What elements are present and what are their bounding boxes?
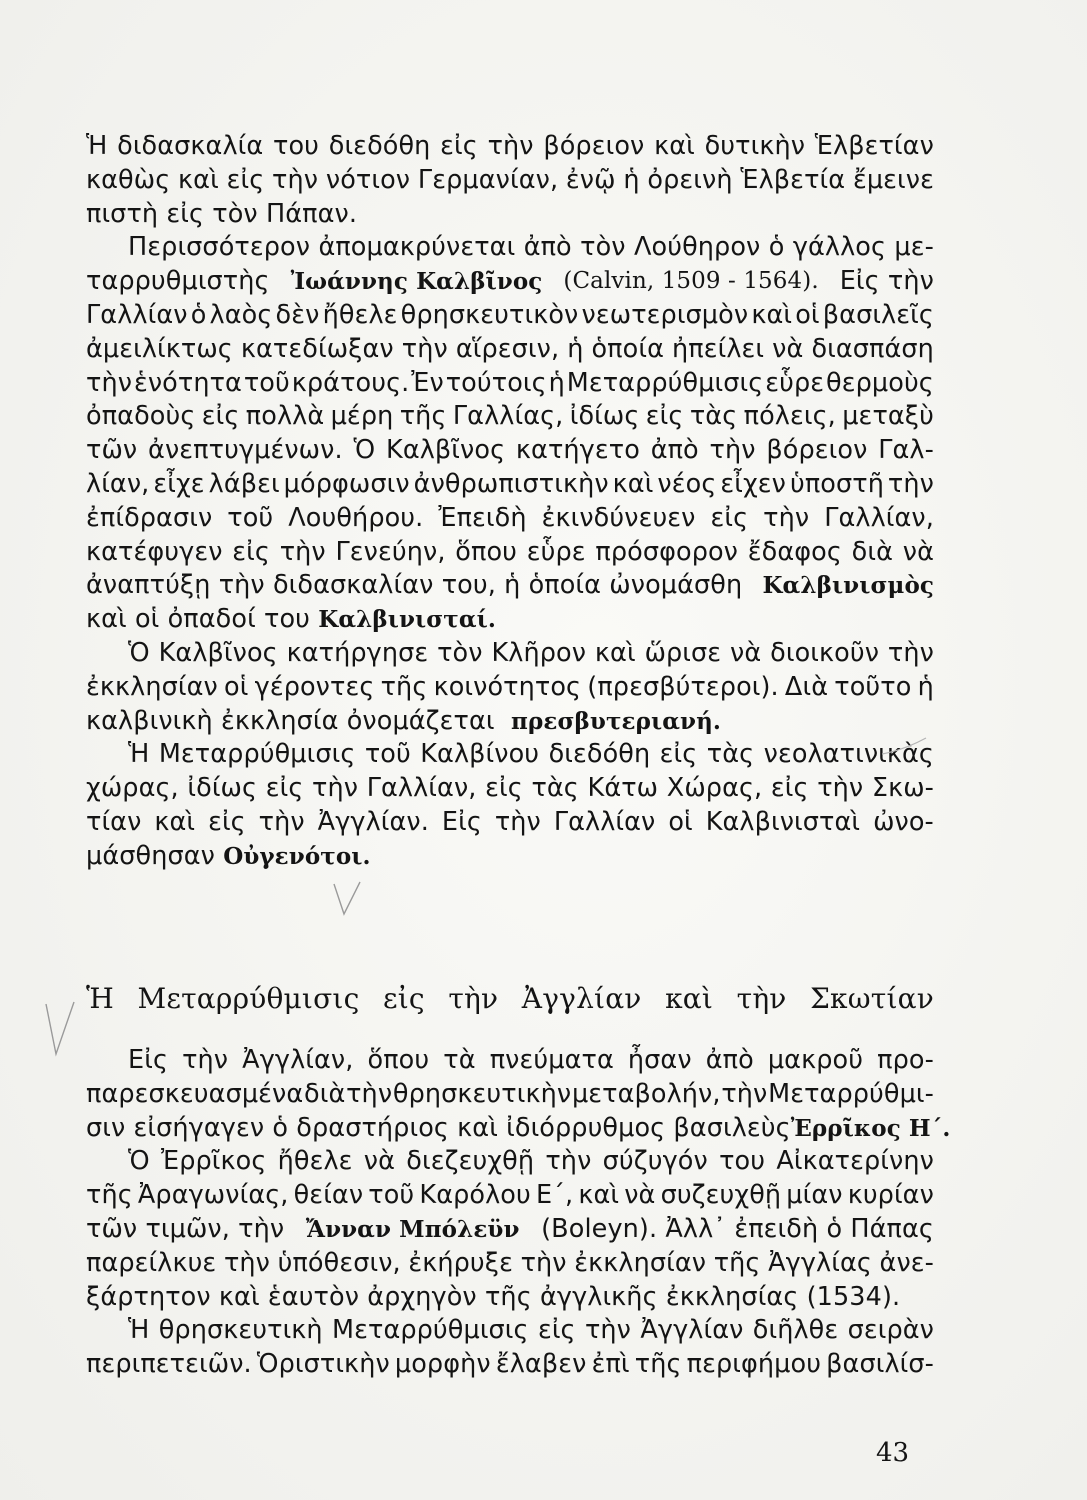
word: ἦσαν [627, 1045, 692, 1075]
word: ἠπείλει [672, 333, 765, 364]
word: βόρειον [766, 435, 868, 466]
word: τὴν [401, 333, 448, 364]
word: πνεύματα [489, 1045, 614, 1075]
word: τὴν [312, 773, 359, 804]
heading-word: Μεταρρύθμισις [137, 982, 360, 1015]
word: Ε΄, [535, 1180, 574, 1211]
word: διδασκαλία [117, 131, 264, 161]
word: ὑπόθεσιν, [277, 1247, 401, 1278]
word: λαὸς [209, 299, 273, 330]
word: πρόσφορον [595, 536, 739, 567]
text-span: (Boleyn). Ἀλλ᾿ ἐπειδὴ ὁ Πάπας [541, 1213, 934, 1244]
word: καὶ [178, 164, 219, 195]
word: εἰς [770, 773, 809, 804]
word: ἔδαφος [747, 536, 842, 567]
word: παρεσκευασμένα [86, 1078, 304, 1109]
word: τὴν [721, 1078, 768, 1109]
heading-word: Ἡ [86, 982, 114, 1015]
word: νὰ [772, 333, 804, 364]
word: ἐκινδύνευεν [541, 502, 696, 533]
word: ἤθελε [277, 1146, 353, 1177]
text-line [86, 840, 934, 874]
word: οἱ [668, 806, 693, 837]
word: Ὁ [128, 1146, 150, 1177]
word: ὀρεινὴ [647, 164, 733, 195]
word: Διὰ [784, 671, 829, 702]
word: τὴν [272, 164, 319, 195]
word: ἀνεπτυγμένων. [148, 435, 343, 466]
text-span: σιν εἰσήγαγεν ὁ δραστήριος καὶ ἰδιόρρυθμος βασιλεὺς [86, 1112, 791, 1143]
word: Ὁ [128, 637, 150, 668]
text-line: ξάρτητον καὶ ἑαυτὸν ἀρχηγὸν τῆς ἀγγλικῆς ἐκκλησίας (1534). [86, 1281, 901, 1312]
text-span: Εἰς τὴν [839, 266, 934, 297]
word: ἀπομακρύνεται [318, 232, 516, 263]
word: τοῦ [227, 502, 274, 533]
word: ἰδίως [569, 401, 640, 432]
word: κυρίαν [847, 1180, 934, 1211]
text-span: μάσθησαν [86, 840, 215, 871]
heading-word: Σκωτίαν [810, 982, 934, 1015]
bold-term-presbyterian: πρεσβυτεριανή. [511, 707, 722, 735]
word: ἐκκλησίαν [574, 1247, 707, 1278]
word: ἑνότητα [133, 367, 242, 398]
word: τὴν [223, 1247, 270, 1278]
word: δυτικὴν [704, 131, 806, 161]
word: τὴν [709, 435, 756, 466]
word: κατήργησε [286, 637, 429, 668]
word: Γενεύην, [335, 536, 446, 567]
word: ὑποστῆ [789, 468, 884, 499]
word: περιφήμου [686, 1349, 822, 1380]
word: Γαλ- [878, 435, 934, 466]
word: εἰς [232, 536, 270, 567]
word: θείαν [293, 1180, 364, 1211]
word: παρείλκυε [86, 1247, 217, 1278]
word: καθὼς [86, 164, 171, 195]
text-line [86, 164, 934, 198]
text-line [86, 637, 934, 671]
word: Γαλλίαν [553, 806, 656, 837]
word: τὴν [817, 773, 864, 804]
word: τούτοις [445, 367, 547, 398]
word: τῆς [713, 1247, 761, 1278]
text-line [86, 434, 934, 468]
word: σύζυγόν [602, 1146, 708, 1177]
word: εἰς [537, 1315, 576, 1346]
word: εἰς [440, 131, 478, 161]
word: εἰς [265, 773, 304, 804]
word: Αἰκατερίνην [776, 1146, 934, 1177]
word: τὴν [86, 367, 133, 398]
word: ὥρισε [644, 637, 722, 668]
word: Ἡ [128, 1315, 150, 1346]
text-line [86, 1145, 934, 1179]
word: τὴν [279, 536, 326, 567]
main-text-block [86, 130, 934, 874]
word: λίαν, [86, 468, 150, 499]
text-line [86, 806, 934, 840]
text-span: ταρρυθμιστὴς [86, 266, 270, 297]
word: τὴν [763, 502, 810, 533]
bold-term-calvinism: Καλβινισμὸς [762, 572, 934, 600]
word: Ἀγγλίας [768, 1247, 872, 1278]
word: θρησκευτικὸν [400, 299, 579, 330]
word: Λούθηρον [633, 232, 761, 263]
word: τὴν [887, 637, 934, 668]
text-line: πιστὴ εἰς τὸν Πάπαν. [86, 198, 358, 229]
word: τὴν [487, 131, 534, 161]
word: τὴν [584, 1315, 632, 1346]
word: ἡ [917, 671, 934, 702]
word: κράτους. [291, 367, 410, 398]
word: βασιλεῖς [822, 299, 934, 330]
word: Ἐρρῖκος [160, 1146, 267, 1177]
word: θρησκευτικὴ [158, 1315, 323, 1346]
word: ὁ [190, 299, 207, 330]
page-number: 43 [876, 1438, 910, 1468]
word: θερμοὺς [826, 367, 934, 398]
word: βόρειον [543, 131, 645, 161]
text-span: (Calvin, 1509 - 1564). [563, 268, 819, 295]
word: καὶ [154, 806, 196, 837]
text-line [86, 1348, 934, 1382]
word: Κάτω [587, 773, 659, 804]
word: μακροῦ [767, 1045, 864, 1075]
word: ὁποία [591, 333, 664, 364]
word: ἀπὸ [650, 435, 699, 466]
word: περιπετειῶν. [86, 1349, 252, 1380]
word: τῆς [380, 671, 428, 702]
word: ἐκήρυξε [408, 1247, 513, 1278]
word: ἀπὸ [705, 1045, 754, 1075]
word: διεζευχθῇ [406, 1146, 535, 1177]
word: εἶχε [153, 468, 205, 499]
word: εἰς [485, 773, 523, 804]
text-line [86, 569, 934, 603]
heading-word: εἰς [383, 982, 425, 1015]
text-line [86, 603, 934, 637]
word: ἤθελε [322, 299, 398, 330]
word: Καλβινισταὶ [705, 806, 861, 837]
text-line [86, 400, 934, 434]
word: μέρη [330, 401, 394, 432]
word: καὶ [612, 468, 654, 499]
word: Ἐν [411, 367, 444, 398]
text-line [86, 468, 934, 502]
word: προ- [877, 1045, 934, 1075]
word: διὰ [851, 536, 894, 567]
word: νὰ [363, 1146, 396, 1177]
word: πόλεις, [743, 401, 836, 432]
word: ἐκκλησίαν [86, 671, 218, 702]
word: εὗρε [765, 367, 825, 398]
text-span: τῶν τιμῶν, τὴν [86, 1213, 285, 1244]
word: νότιον [325, 164, 411, 195]
word: λάβει [208, 468, 280, 499]
word: γάλλος [792, 232, 887, 263]
word: κατήγετο [515, 435, 640, 466]
word: Ὁριστικὴν [256, 1349, 390, 1380]
word: τίαν [86, 806, 142, 837]
word: διοικοῦν [770, 637, 880, 668]
word: τοῦ [243, 367, 290, 398]
word: χώρας, [86, 773, 179, 804]
word: εὗρε [526, 536, 586, 567]
word: καὶ [654, 131, 695, 161]
word: τὰς [689, 401, 738, 432]
word: τῶν [86, 435, 138, 466]
word: νὰ [730, 637, 762, 668]
word: εἰς [201, 401, 240, 432]
word: τὰ [443, 1045, 476, 1075]
word: Χώρας, [666, 773, 763, 804]
word: καὶ [578, 1180, 620, 1211]
word: γέροντες [254, 671, 375, 702]
text-span: καὶ οἱ ὀπαδοί του [86, 604, 311, 635]
word: ἐπίδρασιν [86, 502, 213, 533]
word: Μεταρρύθμισις [158, 739, 356, 770]
word: Ἀγγλίαν [640, 1315, 744, 1346]
word: ἀνθρωπιστικὴν [413, 468, 609, 499]
word: ἡ [623, 164, 640, 195]
word: καὶ [751, 299, 793, 330]
word: Καλβίνου [420, 739, 540, 770]
word: νεωτερισμὸν [581, 299, 749, 330]
word: Μεταρρύθμι- [768, 1078, 934, 1109]
text-line [86, 1213, 934, 1247]
word: πολλὰ [245, 401, 325, 432]
word: κατεδίωξαν [240, 333, 394, 364]
word: Ἀγγλίαν. [317, 806, 429, 837]
pencil-check-mark-icon [40, 1000, 80, 1060]
word: τὴν [545, 1146, 592, 1177]
word: ἔλαβεν [495, 1349, 587, 1380]
pencil-check-mark-icon [330, 880, 370, 920]
text-line [86, 1179, 934, 1213]
word: μόρφωσιν [283, 468, 410, 499]
word: τῆς [399, 401, 447, 432]
word: Εἰς [128, 1045, 169, 1075]
word: τοῦτο [834, 671, 912, 702]
word: τὴν [887, 468, 934, 499]
word: Γαλλίας, [452, 401, 564, 432]
word: Γαλλίαν, [824, 502, 934, 533]
word: ἡ [548, 367, 565, 398]
word: ἐπὶ [591, 1349, 630, 1380]
word: ἔμεινε [852, 164, 934, 195]
word: αἵρεσιν, [455, 333, 560, 364]
text-line [86, 1078, 934, 1112]
text-line [86, 231, 934, 265]
word: ἀμειλίκτως [86, 333, 233, 364]
word: θρησκευτικὴν [392, 1078, 572, 1109]
word: κοινότητος [433, 671, 582, 702]
word: Μεταρρύθμισις [566, 367, 764, 398]
word: τὴν [520, 1247, 567, 1278]
word: τὴν [182, 1045, 229, 1075]
word: ἀπὸ [523, 232, 572, 263]
word: εἰς [226, 164, 265, 195]
section-text-block [86, 1044, 951, 1382]
word: Περισσότερον [128, 232, 311, 263]
word: Ἑλβετίαν [814, 131, 934, 161]
word: ἀνε- [879, 1247, 934, 1278]
bold-name-henry: Ἐρρῖκος Η΄. [790, 1114, 951, 1142]
word: νὰ [902, 536, 934, 567]
text-line [86, 671, 934, 705]
word: συζευχθῇ [660, 1180, 782, 1211]
word: εἰς [659, 739, 698, 770]
text-line [86, 1044, 934, 1078]
text-span: ἀναπτύξῃ τὴν διδασκαλίαν του, ἡ ὁποία ὠνομάσθη [86, 570, 743, 601]
word: Ἡ [128, 739, 150, 770]
bold-term-calvinists: Καλβινισταί. [318, 606, 497, 634]
text-line [86, 772, 934, 806]
word: τῆς [86, 1180, 133, 1211]
word: του [719, 1146, 766, 1177]
text-line [86, 265, 934, 299]
word: εἰς [208, 806, 246, 837]
word: τὴν [346, 1078, 393, 1109]
word: δὲν [275, 299, 320, 330]
word: (πρεσβύτεροι). [587, 671, 779, 702]
word: ἰδίως [187, 773, 258, 804]
word: Γερμανίαν, [417, 164, 559, 195]
word: διεδόθη [548, 739, 651, 770]
word: ὅπου [455, 536, 518, 567]
word: νέος [657, 468, 717, 499]
word: ὠνο- [873, 806, 934, 837]
word: καὶ [594, 637, 636, 668]
text-line [86, 502, 934, 536]
word: Καλβῖνος [386, 435, 506, 466]
heading-word: καὶ [665, 982, 714, 1015]
word: μορφὴν [394, 1349, 491, 1380]
word: Ἡ [86, 131, 108, 161]
bold-name-calvin: Ἰωάννης Καλβῖνος [290, 268, 543, 296]
word: βασιλίσ- [826, 1349, 934, 1380]
word: τῆς [634, 1349, 682, 1380]
word: εἰς [710, 502, 749, 533]
word: με- [894, 232, 934, 263]
word: Καρόλου [419, 1180, 531, 1211]
word: Εἰς [441, 806, 482, 837]
word: τοῦ [364, 739, 411, 770]
word: μίαν [786, 1180, 843, 1211]
word: Λουθήρου. [288, 502, 424, 533]
word: σειρὰν [847, 1315, 934, 1346]
word: τὸν [580, 232, 626, 263]
word: μεταξὺ [842, 401, 934, 432]
word: ὀπαδοὺς [86, 401, 196, 432]
text-line [86, 367, 934, 401]
word: Γαλλίαν [86, 299, 188, 330]
word: ἐνῷ [565, 164, 616, 195]
heading-word: τὴν [736, 982, 787, 1015]
text-line [86, 1247, 934, 1281]
word: μεταβολήν, [571, 1078, 721, 1109]
word: Ἑλβετία [740, 164, 846, 195]
word: τοῦ [368, 1180, 415, 1211]
word: ἡ [567, 333, 584, 364]
word: τὰς [531, 773, 579, 804]
text-line [86, 738, 934, 772]
word: Ἐπειδὴ [438, 502, 527, 533]
word: Μεταρρύθμισις [332, 1315, 529, 1346]
word: νὰ [624, 1180, 656, 1211]
word: Σκω- [871, 773, 934, 804]
word: εἰς [645, 401, 684, 432]
word: διῆλθε [752, 1315, 839, 1346]
word: Ἀραγωνίας, [137, 1180, 289, 1211]
word: Κλῆρον [491, 637, 587, 668]
word: οἱ [224, 671, 249, 702]
word: διασπάση [811, 333, 934, 364]
word: διὰ [304, 1078, 346, 1109]
word: τὰς [706, 739, 755, 770]
bold-name-boleyn: Ἄνναν Μπόλεϋν [305, 1215, 520, 1243]
word: τὸν [437, 637, 483, 668]
text-line [86, 705, 934, 739]
section-heading [86, 982, 934, 1015]
text-span: καλβινικὴ ἐκκλησία ὀνομάζεται [86, 705, 495, 736]
word: Γαλλίαν, [366, 773, 477, 804]
text-line [86, 536, 934, 570]
word: οἱ [795, 299, 820, 330]
text-line [86, 299, 934, 333]
text-line [86, 130, 934, 164]
word: Ὁ [353, 435, 376, 466]
word: εἶχεν [720, 468, 787, 499]
word: τὴν [494, 806, 541, 837]
word: διεδόθη [328, 131, 431, 161]
word: του [273, 131, 320, 161]
word: Καλβῖνος [158, 637, 278, 668]
word: ὁ [768, 232, 785, 263]
word: κατέφυγεν [86, 536, 223, 567]
word: νεολατινικὰς [763, 739, 934, 770]
text-line [86, 1314, 934, 1348]
text-line [86, 333, 934, 367]
bold-term-huguenots: Οὐγενότοι. [223, 842, 371, 870]
word: ὅπου [367, 1045, 430, 1075]
word: Ἀγγλίαν, [242, 1045, 354, 1075]
heading-word: Ἀγγλίαν [521, 982, 642, 1015]
text-line [86, 1112, 951, 1146]
word: τὴν [258, 806, 305, 837]
heading-word: τὴν [448, 982, 499, 1015]
